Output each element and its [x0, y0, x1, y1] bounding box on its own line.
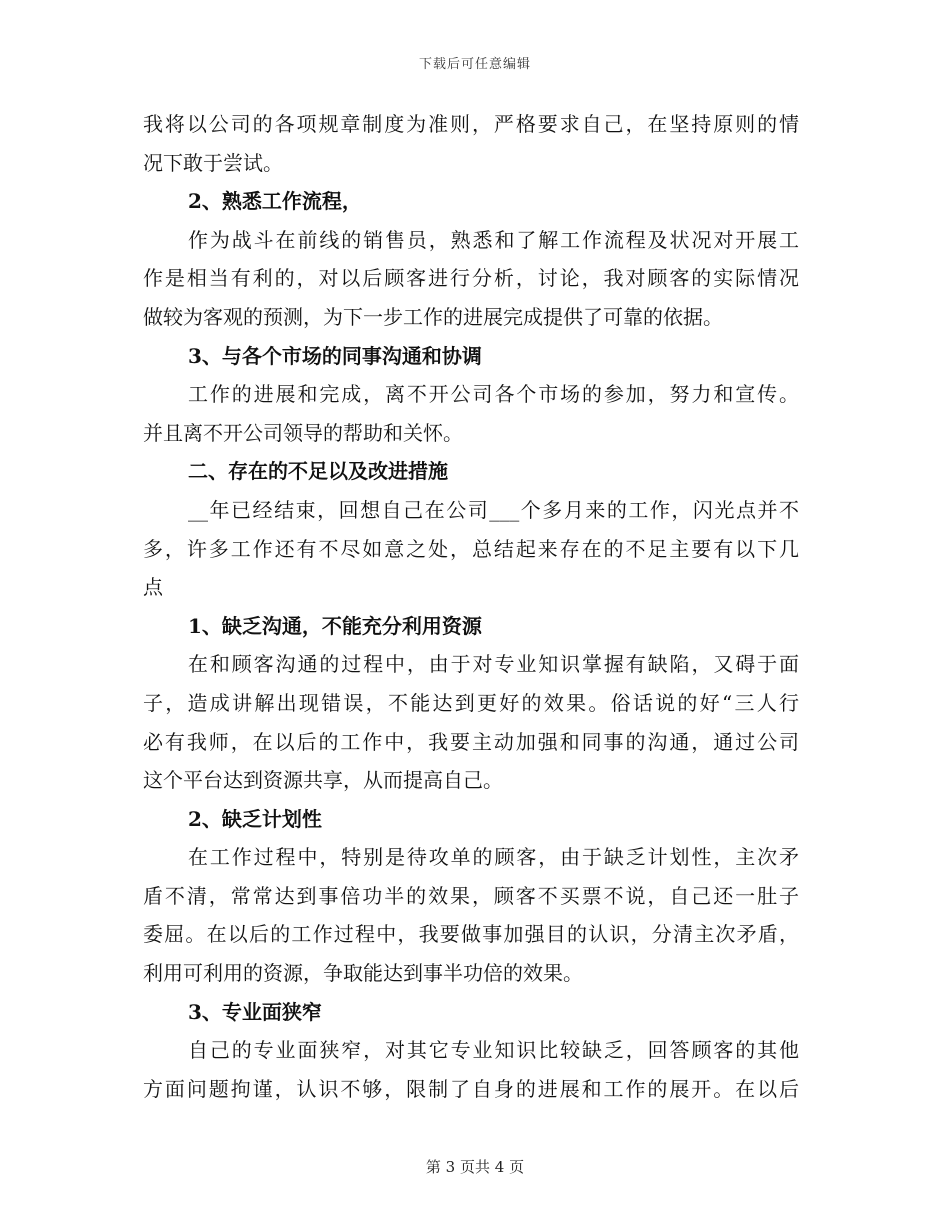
- section-heading: 3、专业面狭窄: [188, 999, 322, 1024]
- page-header: 下载后可任意编辑: [418, 57, 531, 72]
- body-line: 点: [143, 575, 163, 600]
- section-heading: 二、存在的不足以及改进措施: [188, 459, 448, 484]
- body-line: 自己的专业面狭窄，对其它专业知识比较缺乏，回答顾客的其他: [188, 1038, 799, 1063]
- body-line: 做较为客观的预测，为下一步工作的进展完成提供了可靠的依据。: [143, 304, 723, 329]
- body-line: 这个平台达到资源共享，从而提高自己。: [143, 768, 503, 793]
- body-line: 利用可利用的资源，争取能达到事半功倍的效果。: [143, 961, 583, 986]
- body-line: 多，许多工作还有不尽如意之处，总结起来存在的不足主要有以下几: [143, 536, 799, 561]
- section-heading: 3、与各个市场的同事沟通和协调: [188, 343, 482, 368]
- body-line: 委屈。在以后的工作过程中，我要做事加强目的认识，分清主次矛盾，: [143, 922, 799, 947]
- body-line: 并且离不开公司领导的帮助和关怀。: [143, 420, 463, 445]
- body-line: 盾不清，常常达到事倍功半的效果，顾客不买票不说，自己还一肚子: [143, 883, 799, 908]
- body-line: 子，造成讲解出现错误，不能达到更好的效果。俗话说的好“三人行: [143, 690, 799, 715]
- section-heading: 1、缺乏沟通，不能充分利用资源: [188, 613, 482, 638]
- section-heading: 2、缺乏计划性: [188, 806, 322, 831]
- body-line: 方面问题拘谨，认识不够，限制了自身的进展和工作的展开。在以后: [143, 1076, 799, 1101]
- body-line: 我将以公司的各项规章制度为准则，严格要求自己，在坚持原则的情: [143, 112, 799, 136]
- section-heading: 2、熟悉工作流程，: [188, 189, 362, 214]
- page-number-footer: 第 3 页共 4 页: [425, 1158, 525, 1176]
- body-line: 必有我师，在以后的工作中，我要主动加强和同事的沟通，通过公司: [143, 729, 799, 754]
- body-line: 作为战斗在前线的销售员，熟悉和了解工作流程及状况对开展工: [188, 227, 799, 252]
- document-body: [143, 105, 799, 1108]
- body-line: 况下敢于尝试。: [143, 150, 283, 175]
- body-line: 在工作过程中，特别是待攻单的顾客，由于缺乏计划性，主次矛: [188, 845, 799, 870]
- body-line: __年已经结束，回想自己在公司___个多月来的工作，闪光点并不: [188, 497, 799, 522]
- body-line: 作是相当有利的，对以后顾客进行分析，讨论，我对顾客的实际情况: [143, 266, 799, 291]
- body-line: 工作的进展和完成，离不开公司各个市场的参加，努力和宣传。: [188, 382, 799, 407]
- body-line: 在和顾客沟通的过程中，由于对专业知识掌握有缺陷，又碍于面: [188, 652, 799, 677]
